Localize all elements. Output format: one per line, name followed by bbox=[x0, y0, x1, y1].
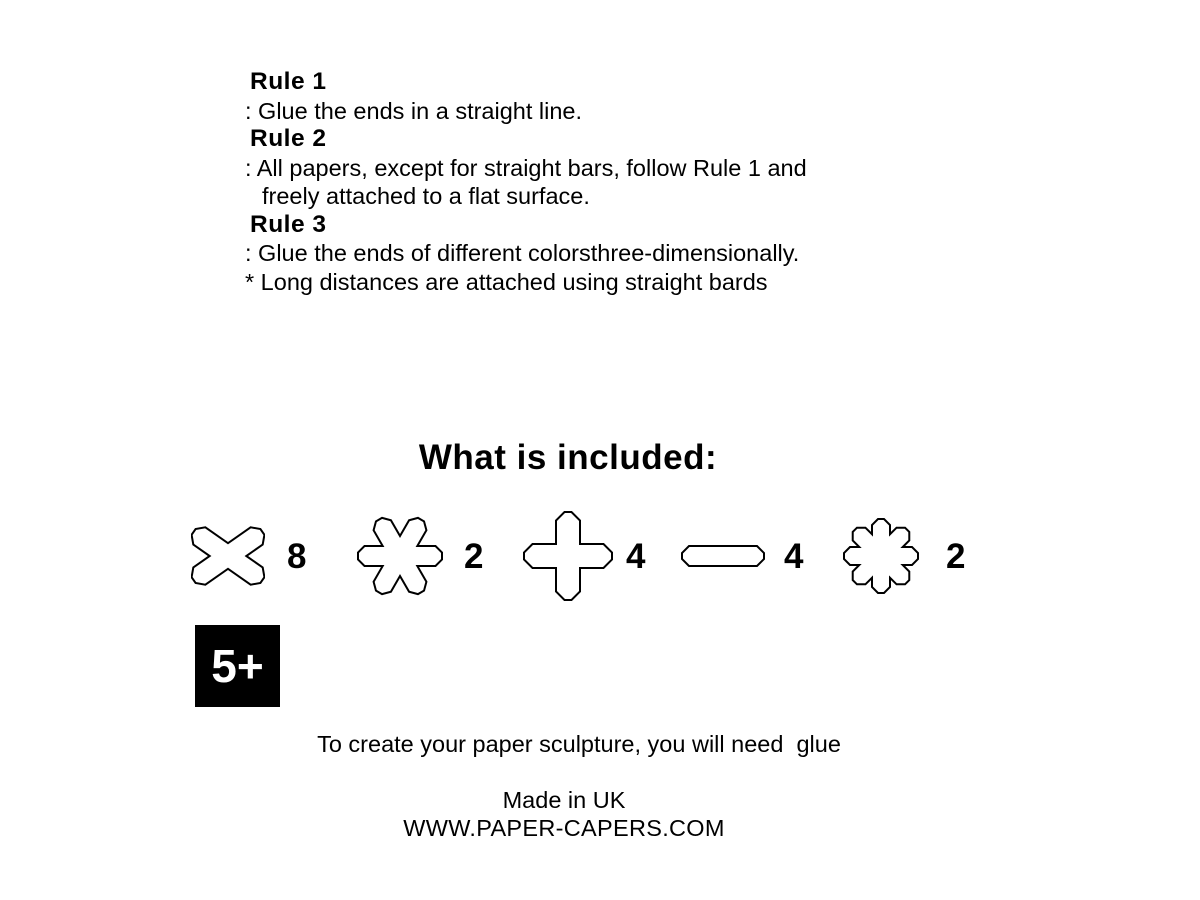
included-pieces-row bbox=[191, 508, 1011, 604]
rule-1-title: Rule 1 bbox=[250, 68, 327, 95]
glue-note-text: To create your paper sculpture, you will need glue bbox=[317, 731, 841, 757]
rule-2-text-line-2: freely attached to a flat surface. bbox=[262, 183, 590, 209]
rules-section bbox=[245, 68, 807, 296]
website-text: WWW.PAPER-CAPERS.COM bbox=[403, 815, 725, 841]
asterisk-6-arm-piece-icon bbox=[357, 516, 443, 596]
made-in-text: Made in UK bbox=[502, 787, 626, 813]
snowflake-8-arm-piece-icon bbox=[843, 518, 919, 594]
rules-footnote: * Long distances are attached using straight bards bbox=[245, 268, 768, 295]
x-cross-piece-icon bbox=[191, 526, 265, 586]
piece-snowflake-8-arm bbox=[843, 508, 965, 604]
piece-asterisk-6-arm bbox=[357, 508, 483, 604]
rule-3-title: Rule 3 bbox=[250, 210, 327, 238]
piece-count-asterisk-6-arm: 2 bbox=[464, 536, 484, 576]
age-badge-label: 5+ bbox=[211, 640, 264, 692]
rule-2-text-line-1: : All papers, except for straight bars, follow Rule 1 and bbox=[245, 154, 807, 181]
piece-count-snowflake-8-arm: 2 bbox=[946, 536, 966, 576]
plus-cross-piece-icon bbox=[523, 511, 613, 601]
piece-count-plus-cross: 4 bbox=[626, 536, 646, 576]
piece-x-cross bbox=[191, 508, 306, 604]
piece-straight-bar bbox=[681, 508, 803, 604]
piece-plus-cross bbox=[523, 508, 645, 604]
rule-2-title: Rule 2 bbox=[250, 125, 327, 152]
included-heading: What is included: bbox=[418, 438, 718, 477]
age-badge bbox=[195, 625, 280, 707]
rule-3-text: : Glue the ends of different colorsthree-dimensionally. bbox=[245, 240, 800, 266]
piece-count-straight-bar: 4 bbox=[784, 536, 804, 576]
rule-1-text: : Glue the ends in a straight line. bbox=[245, 97, 583, 124]
piece-count-x-cross: 8 bbox=[287, 536, 307, 576]
straight-bar-piece-icon bbox=[681, 545, 765, 567]
